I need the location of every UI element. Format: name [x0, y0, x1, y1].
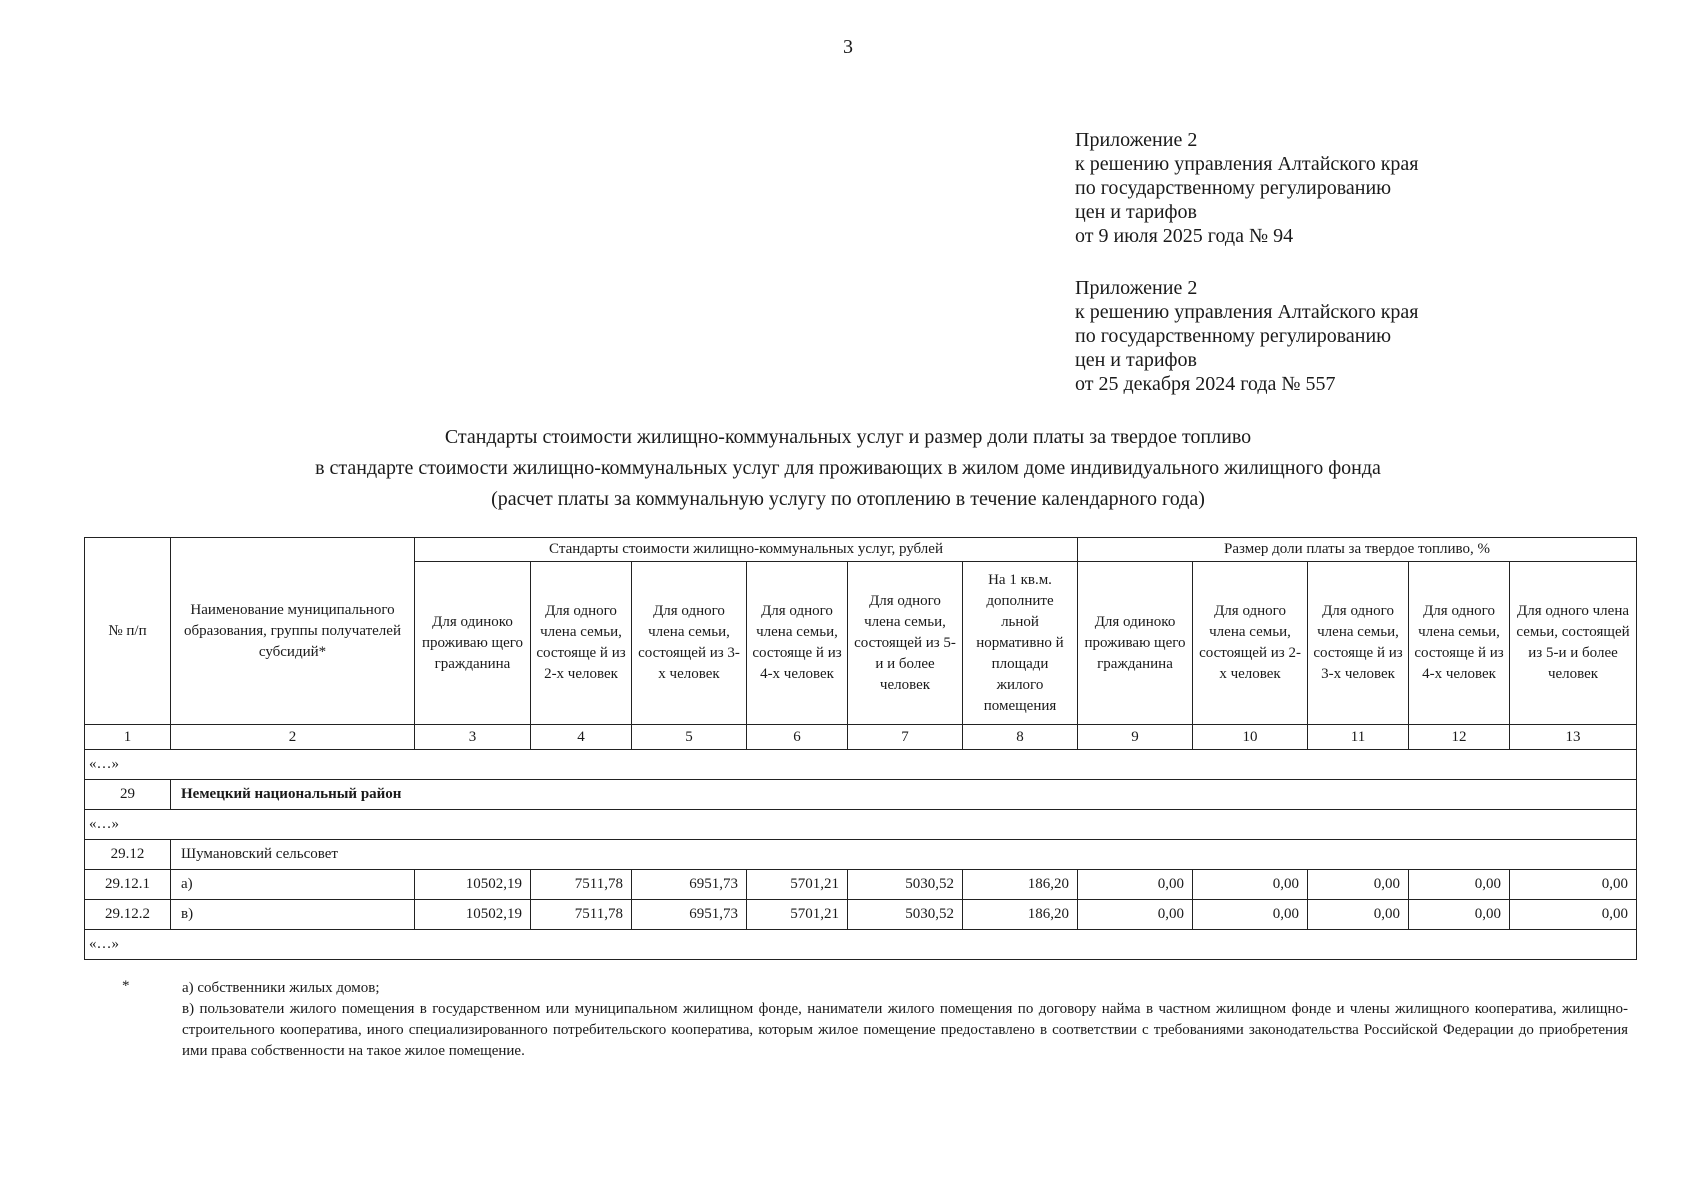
column-number-row — [85, 725, 1637, 750]
appendix-line: по государственному регулированию — [1075, 177, 1392, 199]
appendix-line: по государственному регулированию — [1075, 325, 1392, 347]
page-number: 3 — [843, 36, 853, 58]
value-cell: 5030,52 — [848, 870, 963, 900]
value-cell: 186,20 — [963, 870, 1078, 900]
table-row — [85, 870, 1637, 900]
ellipsis-row — [85, 810, 1637, 840]
appendix-line: Приложение 2 — [1075, 277, 1198, 299]
value-cell: 0,00 — [1078, 870, 1193, 900]
subheader-cell: Для одиноко проживаю щего гражданина — [1078, 562, 1193, 725]
column-number: 12 — [1409, 725, 1510, 750]
value-cell: 7511,78 — [531, 900, 632, 930]
value-cell: 10502,19 — [415, 870, 531, 900]
title-line: (расчет платы за коммунальную услугу по отоплению в течение календарного года) — [491, 488, 1205, 510]
column-number: 3 — [415, 725, 531, 750]
appendix-line: от 9 июля 2025 года № 94 — [1075, 225, 1294, 247]
value-cell: 0,00 — [1193, 870, 1308, 900]
footnote-marker: * — [122, 978, 130, 994]
ellipsis-row — [85, 930, 1637, 960]
value-cell: 5030,52 — [848, 900, 963, 930]
ellipsis-row — [85, 750, 1637, 780]
column-number: 10 — [1193, 725, 1308, 750]
document-title — [0, 422, 1696, 515]
footnote — [182, 978, 1628, 1062]
standards-table — [84, 537, 1637, 960]
value-cell: 5701,21 — [747, 900, 848, 930]
subheader-cell: Для одного члена семьи, состоящей из 5-и и более человек — [1510, 562, 1637, 725]
subheader-cell: Для одного члена семьи, состояще й из 4-х человек — [1409, 562, 1510, 725]
value-cell: 0,00 — [1308, 870, 1409, 900]
subheader-cell: Для одиноко проживаю щего гражданина — [415, 562, 531, 725]
row-number: 29.12.1 — [85, 870, 171, 900]
appendix-line: от 25 декабря 2024 года № 557 — [1075, 373, 1336, 395]
row-name: в) — [171, 900, 415, 930]
column-number: 2 — [171, 725, 415, 750]
appendix-line: цен и тарифов — [1075, 201, 1197, 223]
appendix-line: к решению управления Алтайского края — [1075, 153, 1419, 175]
subheader-cell: Для одного члена семьи, состоящей из 3-х человек — [632, 562, 747, 725]
value-cell: 0,00 — [1308, 900, 1409, 930]
subsection-name: Шумановский сельсовет — [171, 840, 1637, 870]
value-cell: 6951,73 — [632, 870, 747, 900]
ellipsis-cell: «…» — [85, 750, 1637, 780]
table-row — [85, 900, 1637, 930]
value-cell: 6951,73 — [632, 900, 747, 930]
value-cell: 0,00 — [1193, 900, 1308, 930]
value-cell: 0,00 — [1409, 900, 1510, 930]
appendix-line: Приложение 2 — [1075, 129, 1198, 151]
col-number-header: № п/п — [85, 538, 171, 725]
row-name: а) — [171, 870, 415, 900]
value-cell: 0,00 — [1409, 870, 1510, 900]
subsection-number: 29.12 — [85, 840, 171, 870]
group-cost-standards-header: Стандарты стоимости жилищно-коммунальных услуг, рублей — [415, 538, 1078, 562]
appendix-block-previous — [1075, 276, 1419, 396]
ellipsis-cell: «…» — [85, 930, 1637, 960]
value-cell: 0,00 — [1510, 870, 1637, 900]
subheader-cell: Для одного члена семьи, состояще й из 4-х человек — [747, 562, 848, 725]
footnote-line-b: в) пользователи жилого помещения в государственном или муниципальном жилищном фонде, наниматели жилого помещения по договору найма в частном жилищном фонде и члены жилищного кооператива, жилищно-строительного кооператива, иного специализированного потребительского кооператива, которым жилое помещение предоставлено в соответствии с требованиями законодательства Российской Федерации до приобретения ими права собственности на такое жилое помещение. — [182, 1001, 1628, 1059]
column-number: 13 — [1510, 725, 1637, 750]
column-number: 1 — [85, 725, 171, 750]
table-header-row — [85, 538, 1637, 562]
subheader-cell: Для одного члена семьи, состоящей из 5-и и более человек — [848, 562, 963, 725]
value-cell: 7511,78 — [531, 870, 632, 900]
group-fuel-share-header: Размер доли платы за твердое топливо, % — [1078, 538, 1637, 562]
appendix-block-current — [1075, 128, 1419, 248]
subsection-row — [85, 840, 1637, 870]
col-name-header: Наименование муниципального образования, группы получателей субсидий* — [171, 538, 415, 725]
appendix-line: цен и тарифов — [1075, 349, 1197, 371]
value-cell: 5701,21 — [747, 870, 848, 900]
subheader-cell: Для одного члена семьи, состоящей из 2-х человек — [1193, 562, 1308, 725]
subheader-cell: Для одного члена семьи, состояще й из 2-х человек — [531, 562, 632, 725]
column-number: 6 — [747, 725, 848, 750]
title-line: в стандарте стоимости жилищно-коммунальных услуг для проживающих в жилом доме индивидуального жилищного фонда — [315, 457, 1381, 479]
value-cell: 0,00 — [1510, 900, 1637, 930]
value-cell: 10502,19 — [415, 900, 531, 930]
title-line: Стандарты стоимости жилищно-коммунальных услуг и размер доли платы за твердое топливо — [444, 426, 1252, 448]
section-number: 29 — [85, 780, 171, 810]
column-number: 5 — [632, 725, 747, 750]
appendix-line: к решению управления Алтайского края — [1075, 301, 1419, 323]
ellipsis-cell: «…» — [85, 810, 1637, 840]
subheader-cell: Для одного члена семьи, состояще й из 3-х человек — [1308, 562, 1409, 725]
value-cell: 0,00 — [1078, 900, 1193, 930]
section-row — [85, 780, 1637, 810]
column-number: 7 — [848, 725, 963, 750]
section-name: Немецкий национальный район — [171, 780, 1637, 810]
column-number: 4 — [531, 725, 632, 750]
column-number: 11 — [1308, 725, 1409, 750]
column-number: 9 — [1078, 725, 1193, 750]
subheader-cell: На 1 кв.м. дополните льной нормативно й площади жилого помещения — [963, 562, 1078, 725]
row-number: 29.12.2 — [85, 900, 171, 930]
footnote-line-a: а) собственники жилых домов; — [182, 980, 380, 996]
column-number: 8 — [963, 725, 1078, 750]
value-cell: 186,20 — [963, 900, 1078, 930]
